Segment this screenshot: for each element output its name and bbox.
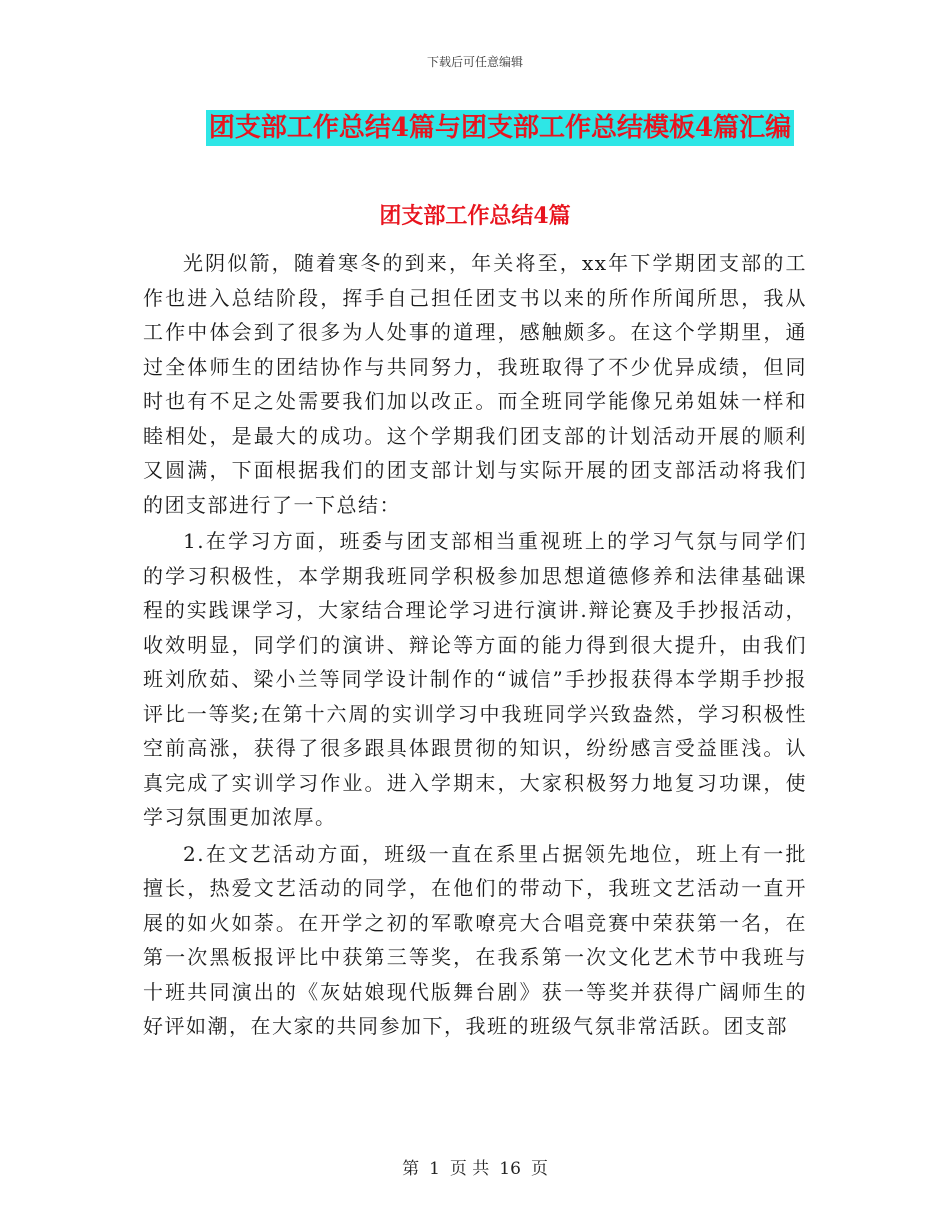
page-footer: [0, 1154, 950, 1179]
footer-current-page: 1: [429, 1159, 440, 1179]
document-body: [143, 246, 807, 1046]
footer-total-pages: 16: [499, 1159, 521, 1179]
section-title: 团支部工作总结4篇: [379, 203, 571, 229]
paragraph-intro: 光阴似箭，随着寒冬的到来，年关将至，xx年下学期团支部的工作也进入总结阶段，挥手自己担任团支书以来的所作所闻所思，我从工作中体会到了很多为人处事的道理，感触颇多。在这个学期里，通过全体师生的团结协作与共同努力，我班取得了不少优异成绩，但同时也有不足之处需要我们加以改正。而全班同学能像兄弟姐妹一样和睦相处，是最大的成功。这个学期我们团支部的计划活动开展的顺利又圆满，下面根据我们的团支部计划与实际开展的团支部活动将我们的团支部进行了一下总结：: [143, 251, 807, 517]
document-title-container: [0, 110, 950, 146]
paragraph-study: 1.在学习方面，班委与团支部相当重视班上的学习气氛与同学们的学习积极性，本学期我班同学积极参加思想道德修养和法律基础课程的实践课学习，大家结合理论学习进行演讲.辩论赛及手抄报活动，收效明显，同学们的演讲、辩论等方面的能力得到很大提升，由我们班刘欣茹、梁小兰等同学设计制作的“诚信”手抄报获得本学期手抄报评比一等奖;在第十六周的实训学习中我班同学兴致盎然，学习积极性空前高涨，获得了很多跟具体跟贯彻的知识，纷纷感言受益匪浅。认真完成了实训学习作业。进入学期末，大家积极努力地复习功课，使学习氛围更加浓厚。: [143, 529, 807, 829]
document-title: 团支部工作总结4篇与团支部工作总结模板4篇汇编: [206, 110, 794, 146]
footer-middle: 页 共: [449, 1159, 490, 1179]
footer-prefix: 第: [402, 1159, 420, 1179]
paragraph-arts: 2.在文艺活动方面，班级一直在系里占据领先地位，班上有一批擅长，热爱文艺活动的同学，在他们的带动下，我班文艺活动一直开展的如火如荼。在开学之初的军歌嘹亮大合唱竞赛中荣获第一名，在第一次黑板报评比中获第三等奖，在我系第一次文化艺术节中我班与十班共同演出的《灰姑娘现代版舞台剧》获一等奖并获得广阔师生的好评如潮，在大家的共同参加下，我班的班级气氛非常活跃。团支部: [143, 841, 807, 1038]
footer-suffix: 页: [530, 1159, 548, 1179]
page-header-note: 下载后可任意编辑: [426, 55, 523, 69]
